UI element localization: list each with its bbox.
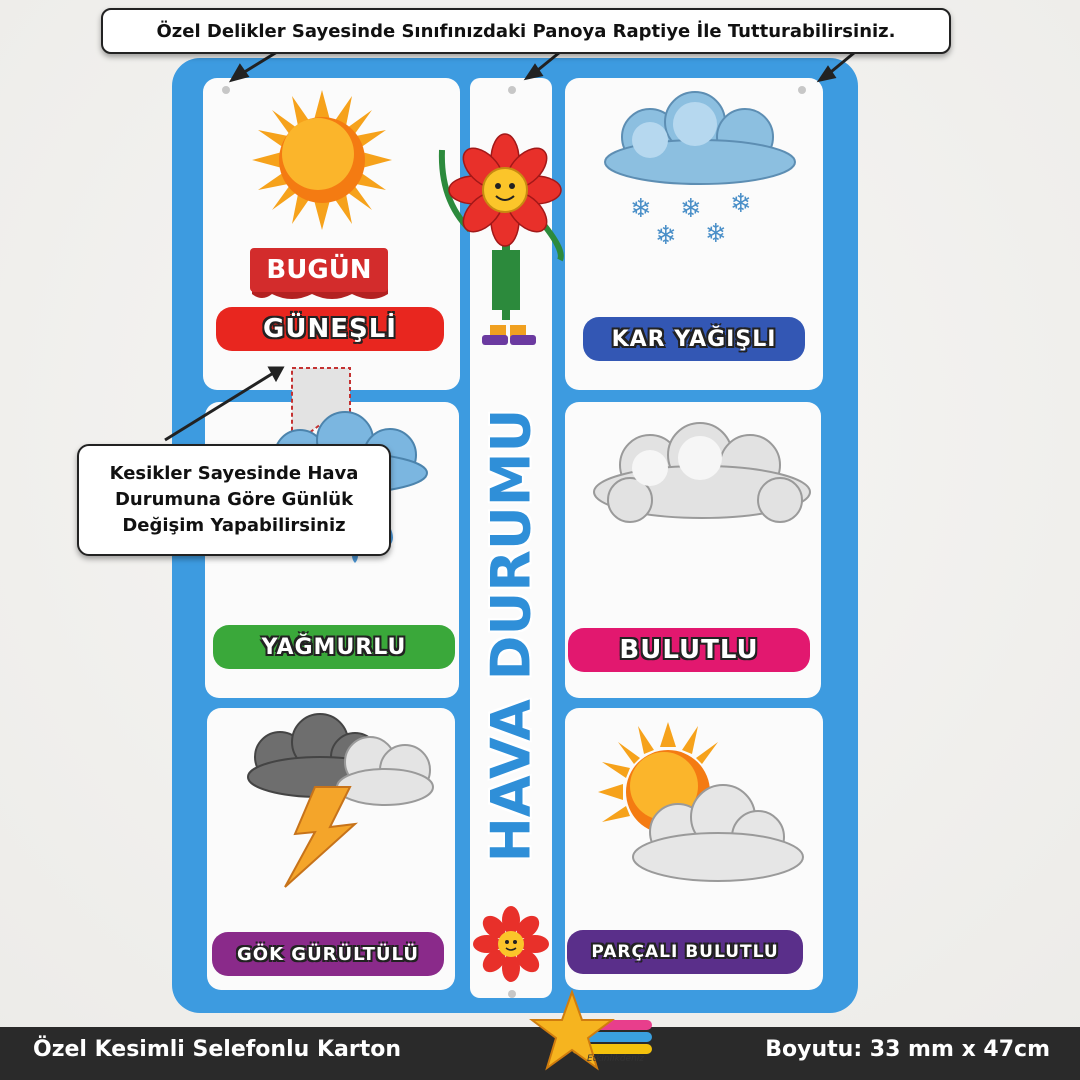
label-thunder: GÖK GÜRÜLTÜLÜ (212, 932, 444, 976)
svg-text:❄: ❄ (680, 194, 702, 224)
brand-logo-icon (532, 990, 662, 1078)
label-partly-cloudy: PARÇALI BULUTLU (567, 930, 803, 974)
board-title-text: HAVA DURUMU (479, 408, 543, 862)
svg-text:❄: ❄ (705, 219, 727, 249)
side-callout: Kesikler Sayesinde Hava Durumuna Göre Günlük Değişim Yapabilirsiniz (77, 444, 391, 556)
footer-size-text: Boyutu: 33 mm x 47cm (765, 1037, 1050, 1062)
top-callout: Özel Delikler Sayesinde Sınıfınızdaki Panoya Raptiye İle Tutturabilirsiniz. (101, 8, 951, 54)
footer-material-text: Özel Kesimli Selefonlu Karton (33, 1037, 401, 1062)
label-cloudy: BULUTLU (568, 628, 810, 672)
svg-text:❄: ❄ (630, 194, 652, 224)
label-rainy: YAĞMURLU (213, 625, 455, 669)
label-snowy: KAR YAĞIŞLI (583, 317, 805, 361)
svg-text:❄: ❄ (655, 221, 677, 251)
brand-name: Etkinlikdeniz (587, 1054, 645, 1064)
label-sunny: GÜNEŞLİ (216, 307, 444, 351)
svg-text:❄: ❄ (730, 189, 752, 219)
today-label: BUGÜN (250, 248, 388, 292)
